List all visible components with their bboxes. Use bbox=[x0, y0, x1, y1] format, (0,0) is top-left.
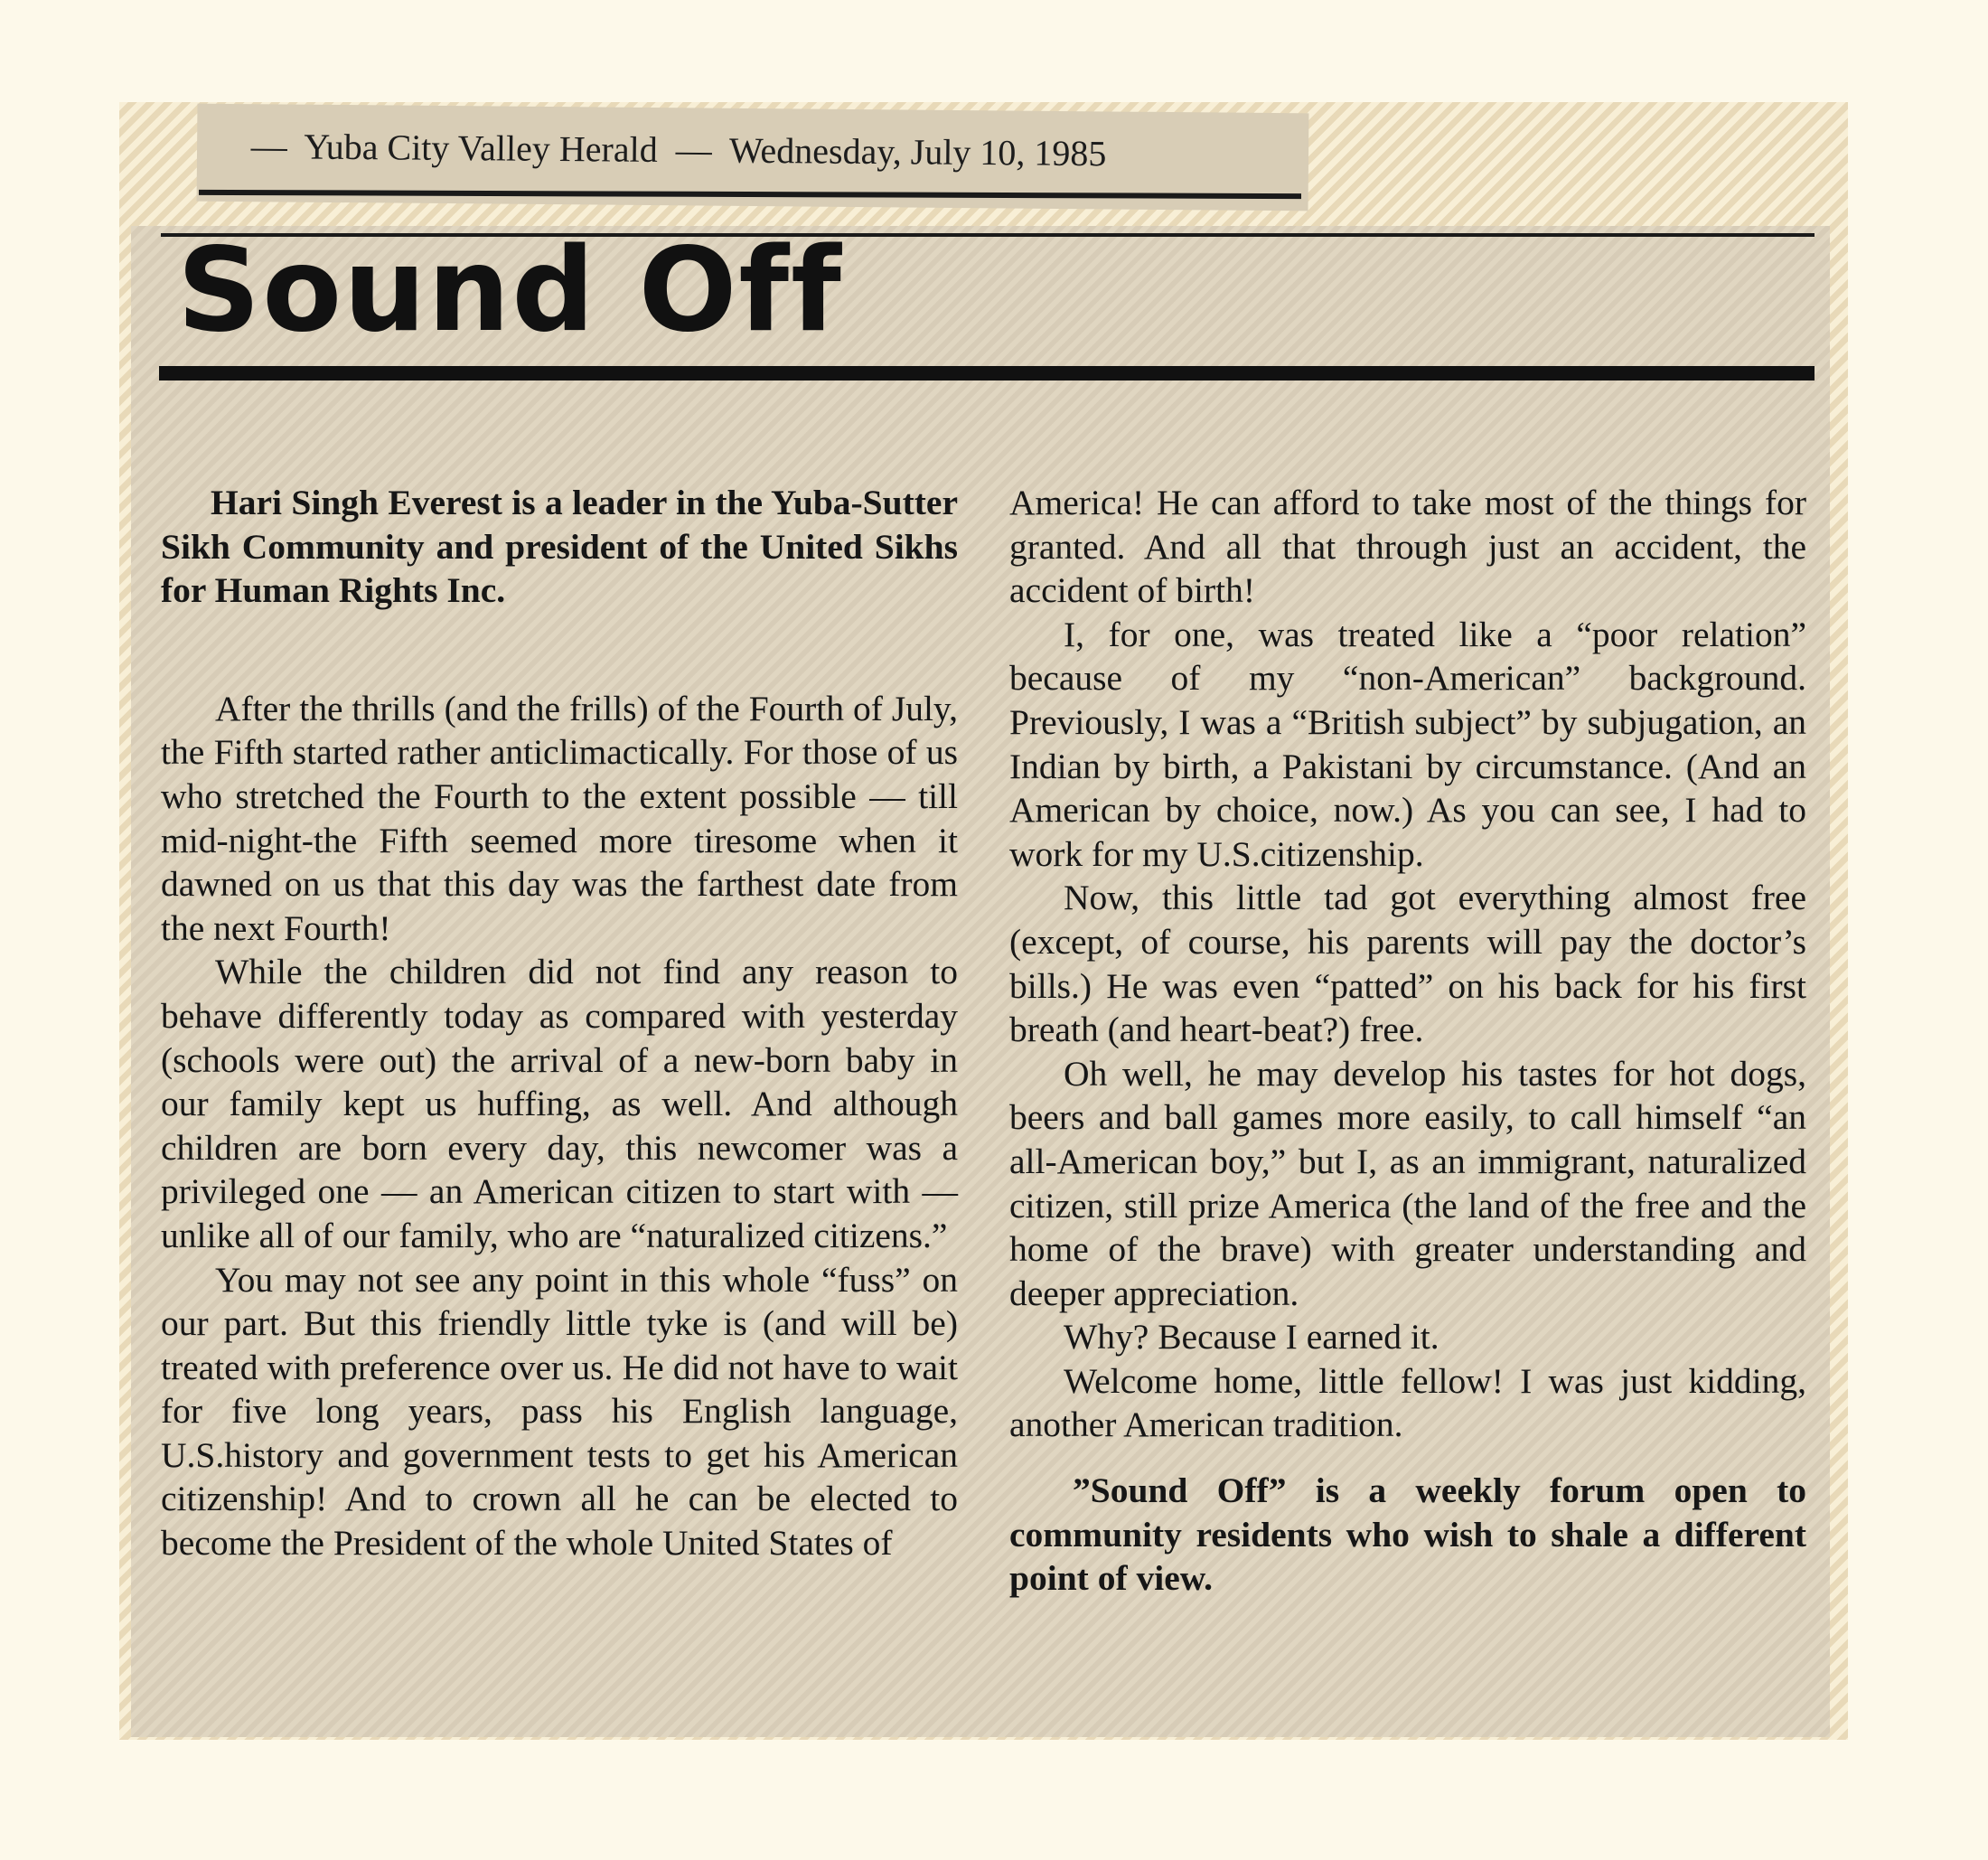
headline: Sound Off bbox=[177, 223, 843, 358]
paragraph: Welcome home, little fellow! I was just kidding, another American tradition. bbox=[1009, 1360, 1806, 1445]
newspaper-name: Yuba City Valley Herald bbox=[304, 126, 658, 170]
paragraph: America! He can afford to take most of the things for granted. And all that through just an accident, the accident of birth! bbox=[1009, 483, 1806, 611]
forum-note: ”Sound Off” is a weekly forum open to community residents who wish to shale a different point of view. bbox=[1009, 1470, 1806, 1599]
left-column bbox=[161, 481, 958, 1565]
right-column bbox=[1009, 481, 1806, 1601]
dateline-dash: — bbox=[675, 129, 712, 171]
paragraph: While the children did not find any reason to behave differently today as compared with yesterday (schools were out) the arrival of a new-born baby in our family kept us huffing, as well. And although children are born every day, this newcomer was a privileged one — an American citizen to start with — unlike all of our family, who are “naturalized citizens.” bbox=[161, 952, 958, 1255]
dateline bbox=[251, 125, 1263, 176]
paragraph: I, for one, was treated like a “poor relation” because of my “non-American” background. Previously, I was a “British subject” by subjugation, an Indian by birth, a Pakistani by circumstance. (And an American by choice, now.) As you can see, I had to work for my U.S.citizenship. bbox=[1009, 614, 1806, 874]
paragraph: You may not see any point in this whole “fuss” on our part. But this friendly little tyke is (and will be) treated with preference over us. He did not have to wait for five long years, pass his English language, U.S.history and government tests to get his American citizenship! And to crown all he can be elected to become the President of the whole United States of bbox=[161, 1259, 958, 1564]
paragraph: Oh well, he may develop his tastes for hot dogs, beers and ball games more easily, to call himself “an all-American boy,” but I, as an immigrant, naturalized citizen, still prize America (the land of the free and the home of the brave) with greater understanding and deeper appreciation. bbox=[1009, 1053, 1806, 1313]
paragraph: Now, this little tad got everything almost free (except, of course, his parents will pay the doctor’s bills.) He was even “patted” on his back for his first breath (and heart-beat?) free. bbox=[1009, 878, 1806, 1050]
paragraph: Why? Because I earned it. bbox=[1064, 1317, 1439, 1357]
publication-date: Wednesday, July 10, 1985 bbox=[728, 129, 1107, 174]
dateline-dash: — bbox=[250, 125, 287, 167]
author-intro: Hari Singh Everest is a leader in the Yuba-Sutter Sikh Community and president of the United Sikhs for Human Rights Inc. bbox=[161, 483, 958, 611]
headline-rule bbox=[159, 366, 1815, 380]
paragraph: After the thrills (and the frills) of the Fourth of July, the Fifth started rather anticlimactically. For those of us who stretched the Fourth to the extent possible — till mid-night-the Fifth seemed more tiresome when it dawned on us that this day was the farthest date from the next Fourth! bbox=[161, 688, 958, 948]
